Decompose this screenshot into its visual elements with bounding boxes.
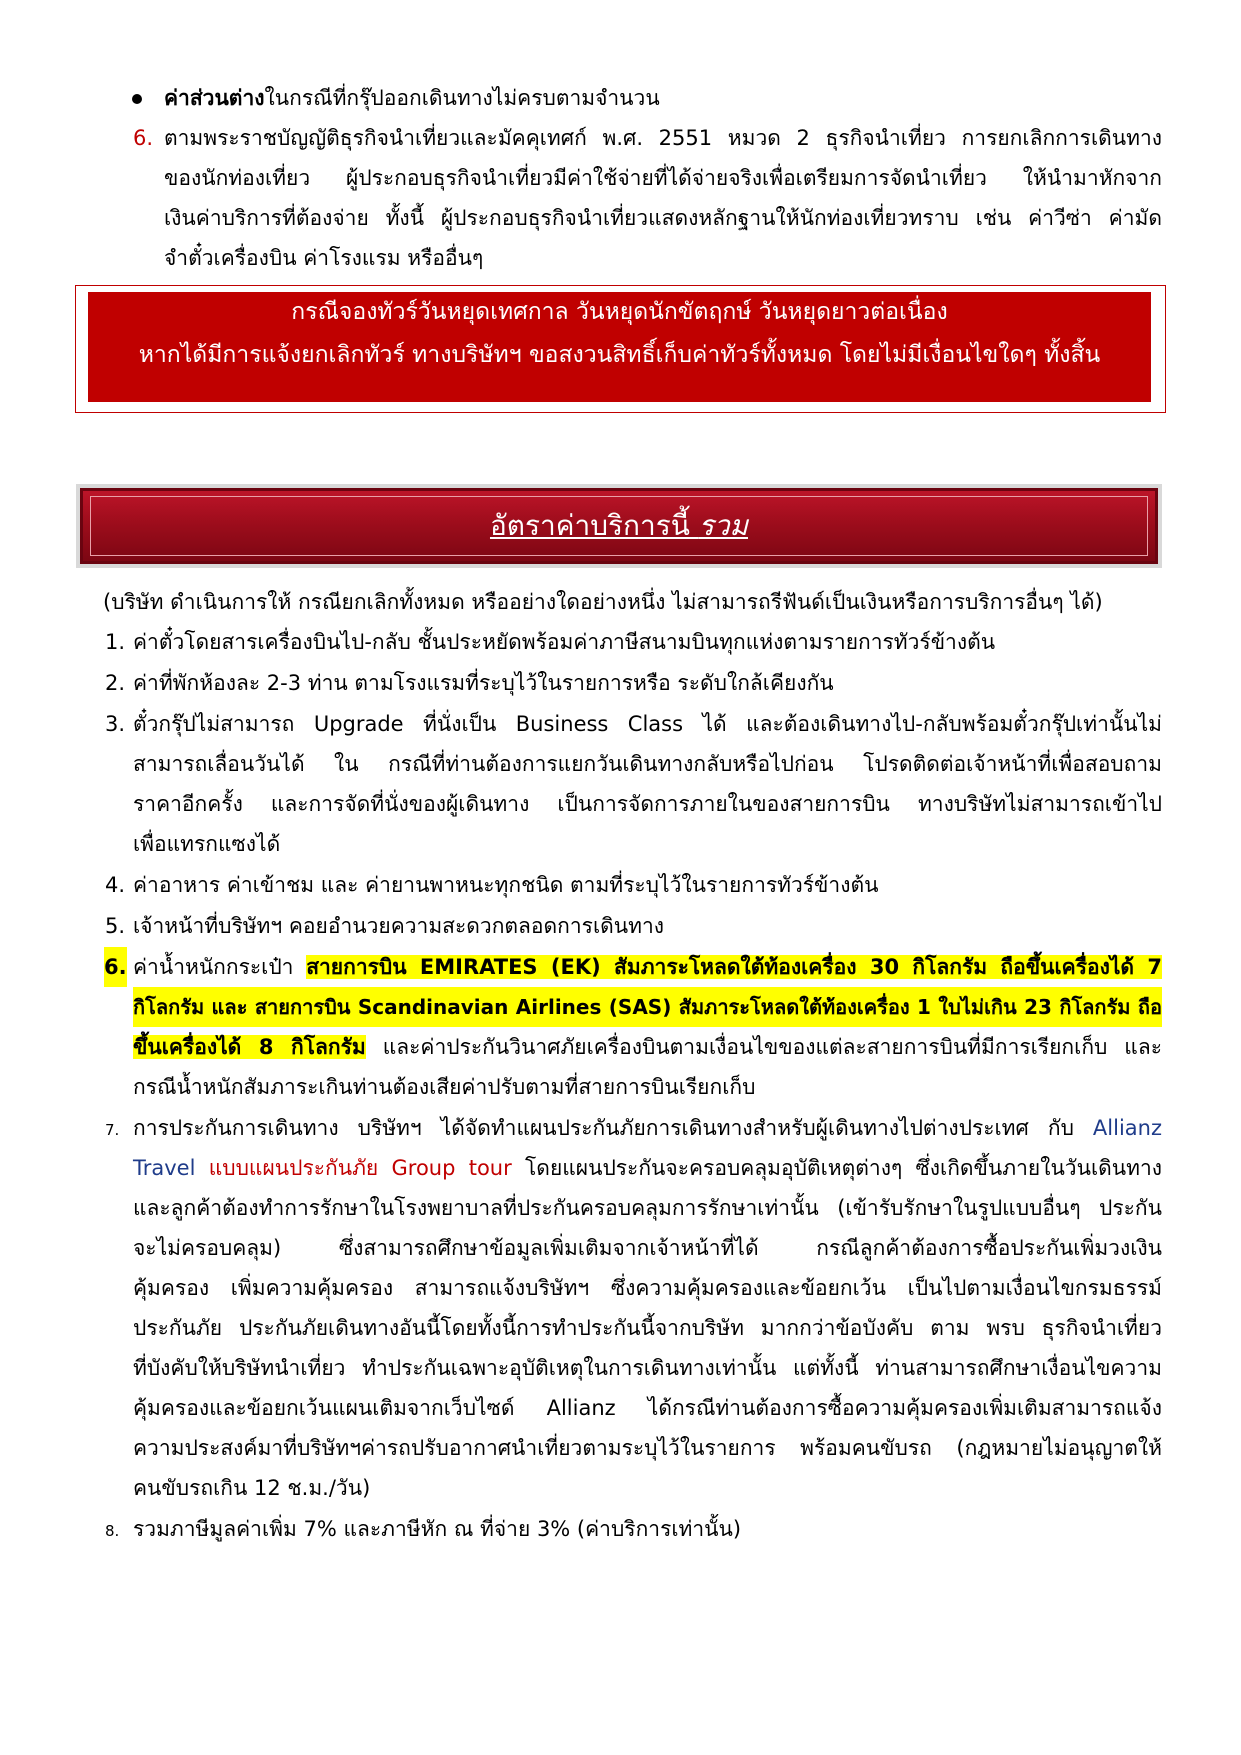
insurance-line-2 (133, 1148, 1162, 1188)
list-item-text: รวมภาษีมูลค่าเพิ่ม 7% และภาษีหัก ณ ที่จ่าย 3% (ค่าบริการเท่านั้น) (133, 1517, 742, 1541)
insurance-line: คนขับรถเกิน 12 ช.ม./วัน) (133, 1476, 371, 1500)
list-item-text: ค่าอาหาร ค่าเข้าชม และ ค่ายานพาหนะทุกชนิด ตามที่ระบุไว้ในรายการทัวร์ข้างต้น (133, 873, 879, 897)
baggage-highlight: ขึ้นเครื่องได้ 8 กิโลกรัม (133, 1035, 366, 1059)
list-item-text: เจ้าหน้าที่บริษัทฯ คอยอำนวยความสะดวกตลอดการเดินทาง (133, 914, 665, 938)
bullet-text (164, 78, 660, 118)
list-item-number: 3. (105, 712, 126, 736)
insurance-text: โดยแผนประกันจะครอบคลุมอุบัติเหตุต่างๆ ซึ่งเกิดขึ้นภายในวันเดินทาง (511, 1156, 1163, 1180)
baggage-rest: และค่าประกันวินาศภัยเครื่องบินตามเงื่อนไขของแต่ละสายการบินที่มีการเรียกเก็บ และ (365, 1035, 1162, 1059)
list-item-number: 8. (105, 1522, 120, 1540)
allianz-text: Allianz (1092, 1116, 1162, 1140)
baggage-prefix: ค่าน้ำหนักกระเป๋า (133, 955, 307, 979)
section-title-italic: รวม (698, 509, 748, 542)
baggage-highlight: กิโลกรัม และ สายการบิน Scandinavian Airlines (SAS) สัมภาระโหลดใต้ท้องเครื่อง 1 ใบไม่เกิน 23 กิโลกรัม ถือ (133, 987, 1162, 1027)
top-item-line: ตามพระราชบัญญัติธุรกิจนำเที่ยวและมัคคุเทศก์ พ.ศ. 2551 หมวด 2 ธุรกิจนำเที่ยว การยกเลิกการเดินทาง (164, 126, 1162, 150)
baggage-line-1 (133, 947, 1162, 987)
list-item-text: สามารถเลื่อนวันได้ ใน กรณีที่ท่านต้องการแยกวันเดินทางกลับหรือไปก่อน โปรดติดต่อเจ้าหน้าที่เพื่อสอบถาม (133, 752, 1162, 776)
list-item-text: ค่าที่พักห้องละ 2-3 ท่าน ตามโรงแรมที่ระบุไว้ในรายการหรือ ระดับใกล้เคียงกัน (133, 671, 834, 695)
bullet-bold-text: ค่าส่วนต่าง (164, 86, 265, 110)
notice-line-1: กรณีจองทัวร์วันหยุดเทศกาล วันหยุดนักขัตฤกษ์ วันหยุดยาวต่อเนื่อง (291, 299, 948, 325)
bullet-icon (132, 94, 142, 104)
list-item-number: 2. (105, 671, 126, 695)
group-tour-text: แบบแผนประกันภัย Group tour (195, 1156, 512, 1180)
insurance-line: ประกันภัย ประกันภัยเดินทางอันนี้โดยทั้งนี้การทำประกันนี้จากบริษัท มากกว่าข้อบังคับ ตาม พรบ ธุรกิจนำเที่ยว (133, 1316, 1162, 1340)
list-item-number-highlighted: 6. (104, 947, 127, 987)
bullet-rest-text: ในกรณีที่กรุ๊ปออกเดินทางไม่ครบตามจำนวน (264, 86, 660, 110)
insurance-line: ความประสงค์มาที่บริษัทฯค่ารถปรับอากาศนำเที่ยวตามระบุไว้ในรายการ พร้อมคนขับรถ (กฎหมายไม่อนุญาตให้ (133, 1436, 1162, 1460)
list-item-number: 4. (105, 873, 126, 897)
list-item-number: 5. (105, 914, 126, 938)
insurance-text: การประกันการเดินทาง บริษัทฯ ได้จัดทำแผนประกันภัยการเดินทางสำหรับผู้เดินทางไปต่างประเทศ กับ (133, 1116, 1093, 1140)
list-item-text: กรณีน้ำหนักสัมภาระเกินท่านต้องเสียค่าปรับตามที่สายการบินเรียกเก็บ (133, 1075, 756, 1099)
notice-line-2: หากได้มีการแจ้งยกเลิกทัวร์ ทางบริษัทฯ ขอสงวนสิทธิ์เก็บค่าทัวร์ทั้งหมด โดยไม่มีเงื่อนไขใดๆ ทั้งสิ้น (138, 342, 1101, 368)
top-item-line: ของนักท่องเที่ยว ผู้ประกอบธุรกิจนำเที่ยวมีค่าใช้จ่ายที่ได้จ่ายจริงเพื่อเตรียมการจัดนำเที่ยว ให้นำมาหักจาก (164, 166, 1162, 190)
insurance-line: คุ้มครองและข้อยกเว้นแผนเติมจากเว็บไซด์ Allianz ได้กรณีท่านต้องการซื้อความคุ้มครองเพิ่มเติมสามารถแจ้ง (133, 1396, 1162, 1420)
list-item-text: ราคาอีกครั้ง และการจัดที่นั่งของผู้เดินทาง เป็นการจัดการภายในของสายการบิน ทางบริษัทไม่สามารถเข้าไป (133, 792, 1162, 816)
section-title-text: อัตราค่าบริการนี้ (489, 509, 699, 542)
baggage-line-3 (133, 1027, 1162, 1067)
travel-text: Travel (133, 1156, 196, 1180)
insurance-line-1 (133, 1108, 1162, 1148)
top-item-number: 6. (133, 126, 154, 150)
list-item-number: 7. (105, 1121, 120, 1139)
intro-text: (บริษัท ดำเนินการให้ กรณียกเลิกทั้งหมด หรืออย่างใดอย่างหนึ่ง ไม่สามารถรีฟันด์เป็นเงินหรือการบริการอื่นๆ ได้) (103, 590, 1103, 614)
top-item-line: จำตั๋วเครื่องบิน ค่าโรงแรม หรืออื่นๆ (164, 246, 484, 270)
list-item-text: ค่าตั๋วโดยสารเครื่องบินไป-กลับ ชั้นประหยัดพร้อมค่าภาษีสนามบินทุกแห่งตามรายการทัวร์ข้างต้น (133, 630, 996, 654)
baggage-highlight: สายการบิน EMIRATES (EK) สัมภาระโหลดใต้ท้องเครื่อง 30 กิโลกรัม ถือขึ้นเครื่องได้ 7 (306, 955, 1162, 979)
insurance-line: และลูกค้าต้องทำการรักษาในโรงพยาบาลที่ประกันครอบคลุมการรักษาเท่านั้น (เข้ารับรักษาในรูปแบบอื่นๆ ประกัน (133, 1196, 1162, 1220)
list-item-number: 1. (105, 630, 126, 654)
list-item-text: ตั๋วกรุ๊ปไม่สามารถ Upgrade ที่นั่งเป็น Business Class ได้ และต้องเดินทางไป-กลับพร้อมตั๋วกรุ๊ปเท่านั้นไม่ (133, 712, 1162, 736)
top-item-line: เงินค่าบริการที่ต้องจ่าย ทั้งนี้ ผู้ประกอบธุรกิจนำเที่ยวแสดงหลักฐานให้นักท่องเที่ยวทราบ เช่น ค่าวีซ่า ค่ามัด (164, 206, 1162, 230)
insurance-line: จะไม่ครอบคลุม) ซึ่งสามารถศึกษาข้อมูลเพิ่มเติมจากเจ้าหน้าที่ได้ กรณีลูกค้าต้องการซื้อประกันเพิ่มวงเงิน (133, 1236, 1162, 1260)
list-item-text: เพื่อแทรกแซงได้ (133, 832, 281, 856)
insurance-line: คุ้มครอง เพิ่มความคุ้มครอง สามารถแจ้งบริษัทฯ ซึ่งความคุ้มครองและข้อยกเว้น เป็นไปตามเงื่อนไขกรมธรรม์ (133, 1276, 1162, 1300)
section-title (76, 505, 1162, 547)
insurance-line: ที่บังคับให้บริษัทนำเที่ยว ทำประกันเฉพาะอุบัติเหตุในการเดินทางเท่านั้น แต่ทั้งนี้ ท่านสามารถศึกษาเงื่อนไขความ (133, 1356, 1162, 1380)
